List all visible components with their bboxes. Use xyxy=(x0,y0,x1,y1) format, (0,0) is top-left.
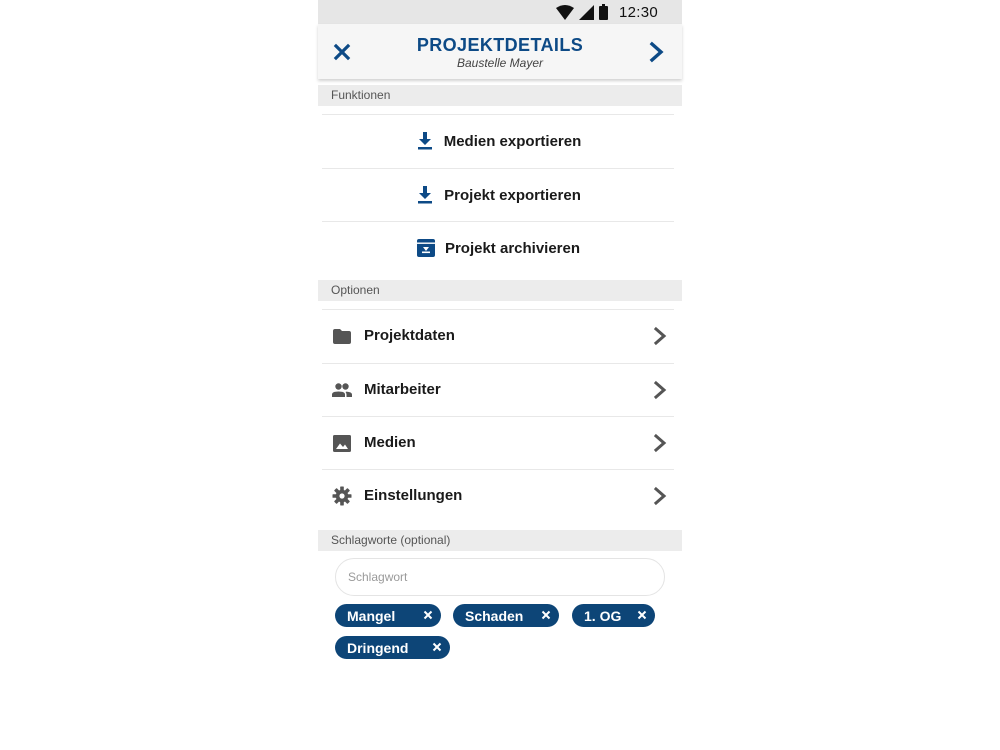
download-icon xyxy=(415,185,435,205)
tag-chip-label: 1. OG xyxy=(584,607,622,624)
chevron-right-icon[interactable] xyxy=(646,40,668,64)
app-screen xyxy=(318,0,682,750)
page-subtitle: Baustelle Mayer xyxy=(456,56,544,70)
status-time: 12:30 xyxy=(618,3,658,21)
close-icon[interactable] xyxy=(423,610,433,620)
gear-icon xyxy=(331,486,353,506)
folder-icon xyxy=(331,326,353,346)
wifi-icon xyxy=(556,5,574,20)
export-media-button[interactable] xyxy=(322,114,674,167)
option-medien-label: Medien xyxy=(364,434,416,451)
chevron-right-icon xyxy=(652,326,668,346)
tag-chip-1og[interactable] xyxy=(572,604,655,627)
battery-icon xyxy=(599,4,608,20)
close-icon[interactable] xyxy=(541,610,551,620)
people-icon xyxy=(331,380,353,400)
section-header-tags: Schlagworte (optional) xyxy=(318,530,682,551)
export-media-label: Medien exportieren xyxy=(443,132,582,150)
tag-chip-mangel[interactable] xyxy=(335,604,441,627)
archive-project-button[interactable] xyxy=(322,221,674,274)
close-icon[interactable] xyxy=(637,610,647,620)
close-icon[interactable] xyxy=(432,642,442,652)
section-header-options: Optionen xyxy=(318,280,682,301)
option-mitarbeiter[interactable] xyxy=(322,363,674,416)
export-project-button[interactable] xyxy=(322,168,674,221)
tag-chip-label: Dringend xyxy=(347,639,409,656)
top-app-bar xyxy=(318,24,682,79)
chevron-right-icon xyxy=(652,486,668,506)
option-einstellungen-label: Einstellungen xyxy=(364,487,463,504)
tag-chip-schaden[interactable] xyxy=(453,604,559,627)
download-icon xyxy=(415,131,435,151)
export-project-label: Projekt exportieren xyxy=(444,186,581,204)
archive-project-label: Projekt archivieren xyxy=(444,239,581,257)
chevron-right-icon xyxy=(652,433,668,453)
signal-icon xyxy=(579,5,594,20)
archive-icon xyxy=(416,238,436,258)
tag-input[interactable] xyxy=(335,558,665,596)
option-projektdaten-label: Projektdaten xyxy=(364,327,455,344)
option-projektdaten[interactable] xyxy=(322,309,674,362)
option-medien[interactable] xyxy=(322,416,674,469)
status-bar xyxy=(318,0,682,24)
chevron-right-icon xyxy=(652,380,668,400)
section-header-functions: Funktionen xyxy=(318,85,682,106)
tag-chip-label: Schaden xyxy=(465,607,524,624)
status-icons xyxy=(556,3,658,21)
image-icon xyxy=(331,433,353,453)
page-title: PROJEKTDETAILS xyxy=(416,35,584,55)
option-einstellungen[interactable] xyxy=(322,469,674,522)
option-mitarbeiter-label: Mitarbeiter xyxy=(364,381,441,398)
tag-chip-label: Mangel xyxy=(347,607,396,624)
tag-chip-dringend[interactable] xyxy=(335,636,450,659)
